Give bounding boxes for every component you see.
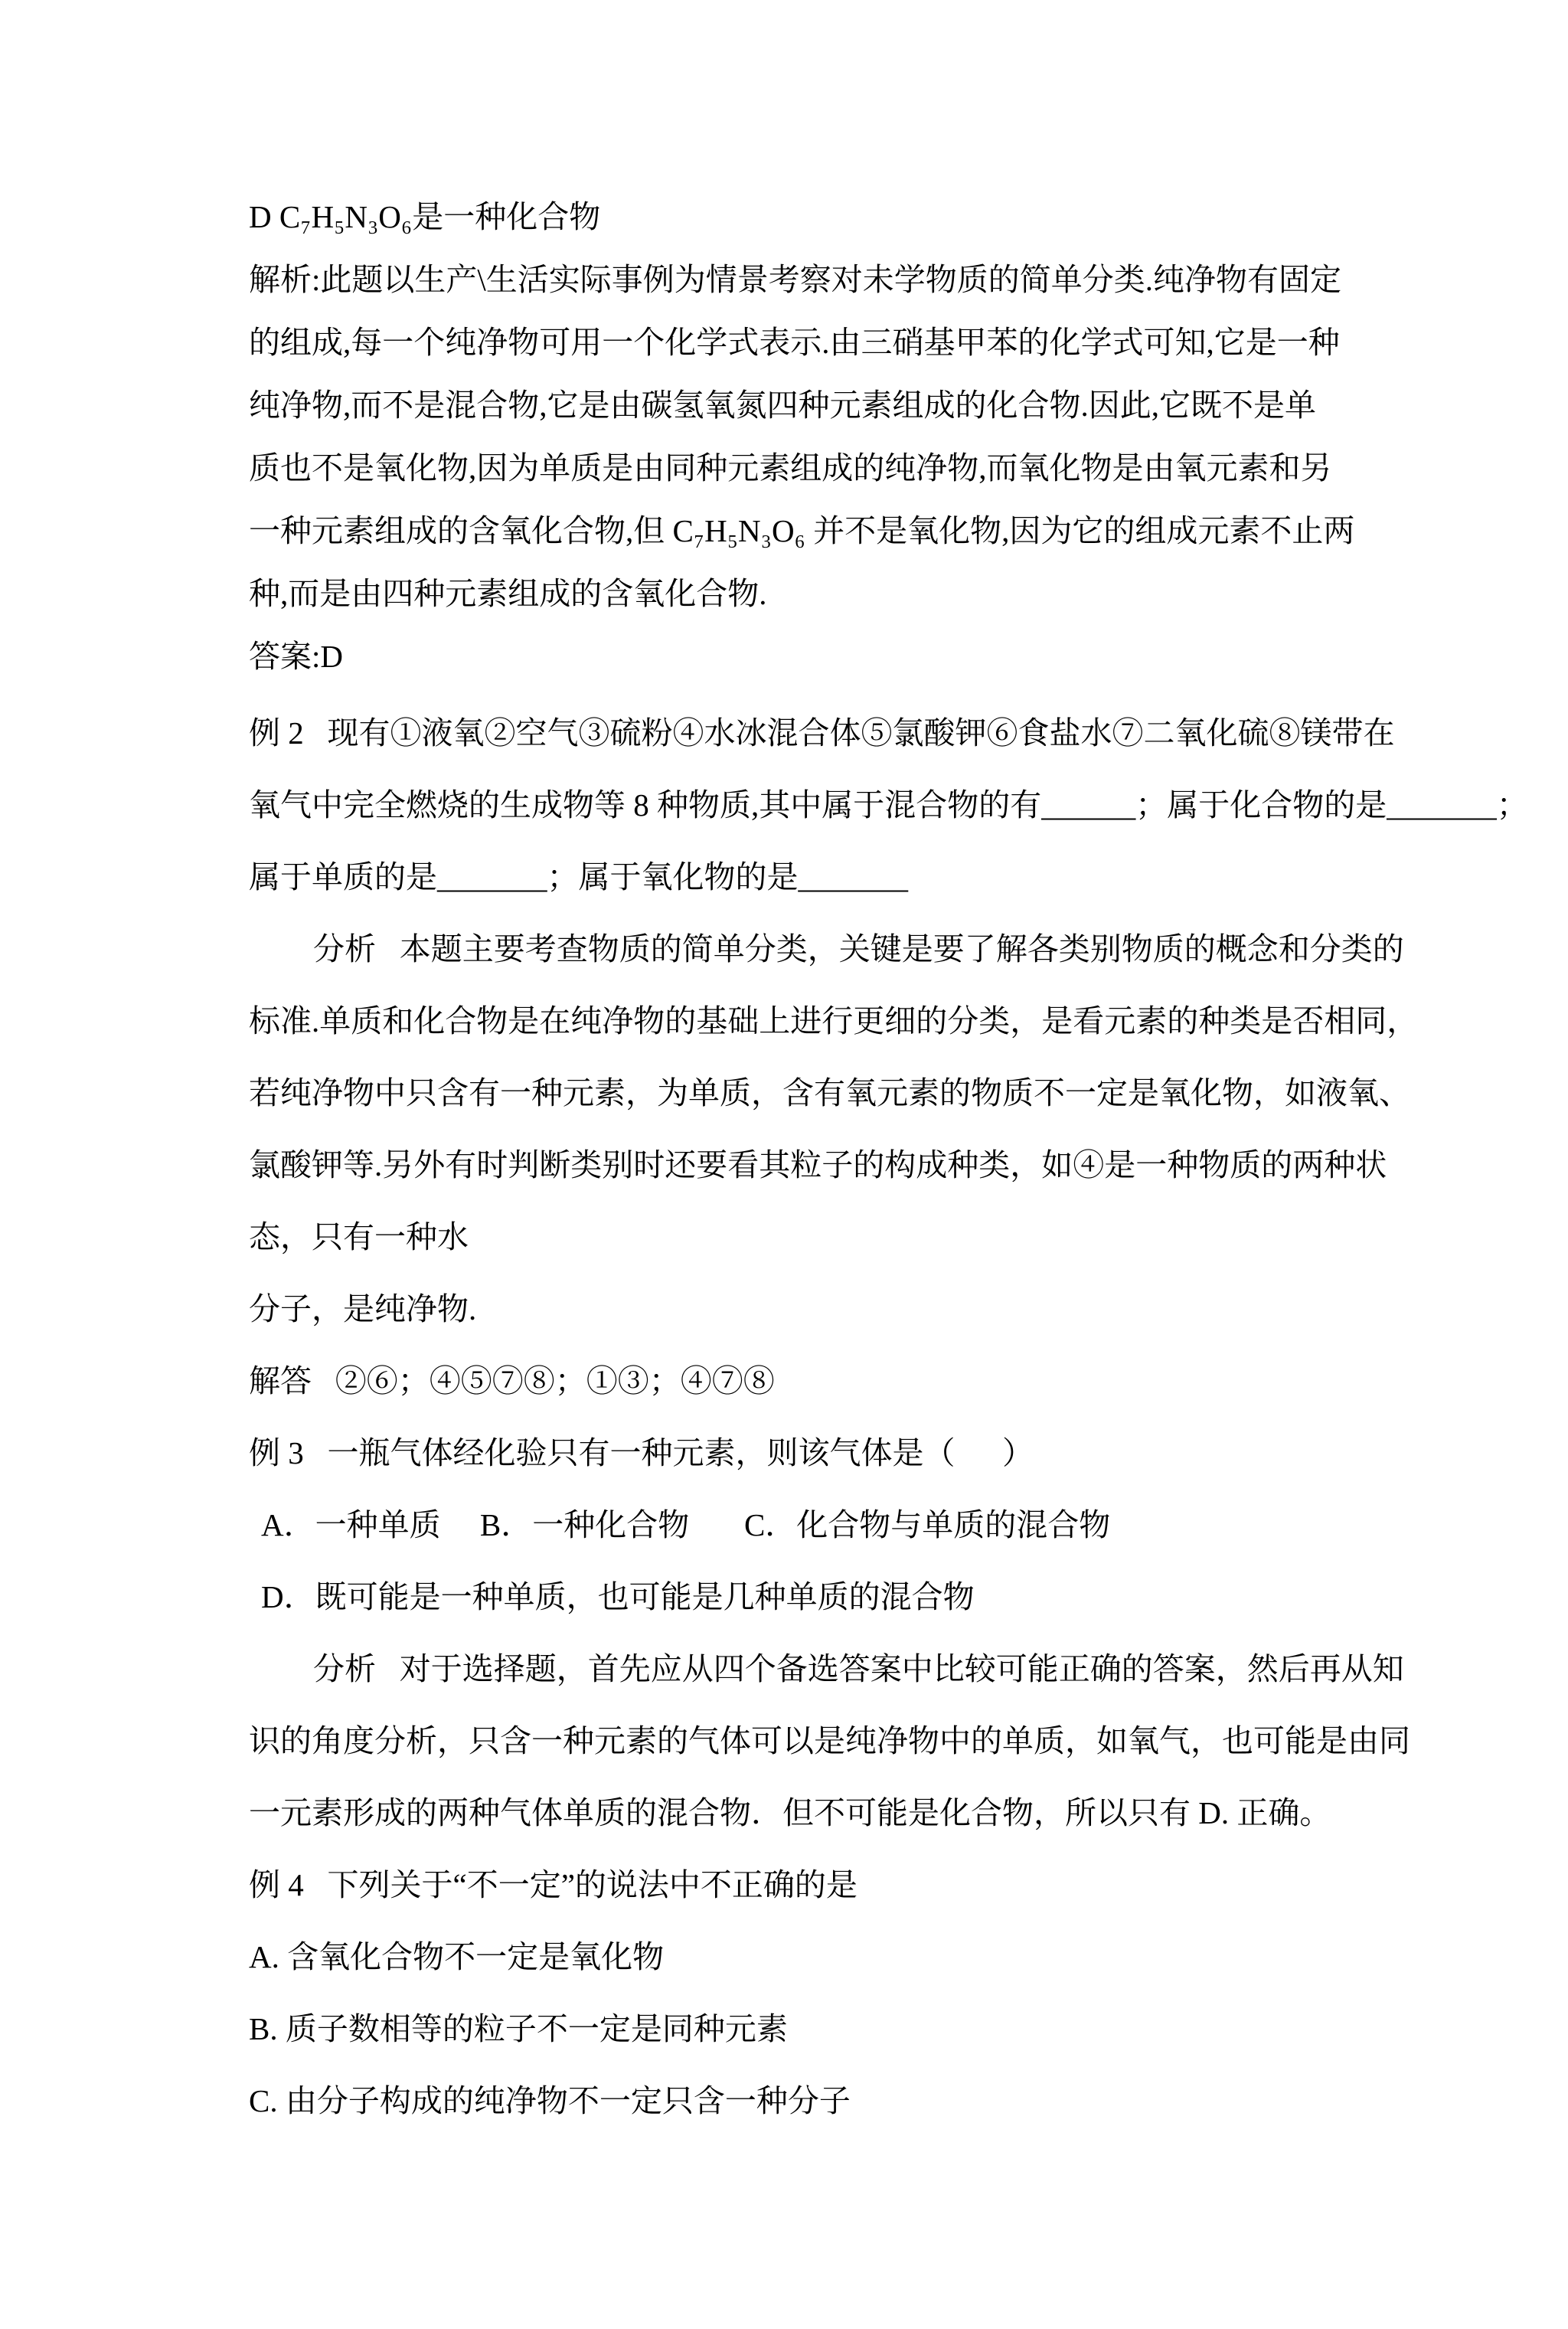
- example2-question-line-with-blanks: 氧气中完全燃烧的生成物等 8 种物质,其中属于混合物的有______；属于化合物的是_______；: [249, 787, 1528, 823]
- example1-analysis-line: 种,而是由四种元素组成的含氧化合物.: [249, 576, 767, 611]
- example2-analysis-line: 态，只有一种水: [249, 1219, 469, 1254]
- example2-question-line: 例 2 现有①液氧②空气③硫粉④水冰混合体⑤氯酸钾⑥食盐水⑦二氧化硫⑧镁带在: [249, 715, 1395, 751]
- example3-question-line: 例 3 一瓶气体经化验只有一种元素，则该气体是（ ）: [249, 1435, 1034, 1470]
- example1-analysis-line: 一种元素组成的含氧化合物,但 C₇H₅N₃O₆ 并不是氧化物,因为它的组成元素不止两: [249, 513, 1355, 548]
- example1-analysis-line: 的组成,每一个纯净物可用一个化学式表示.由三硝基甲苯的化学式可知,它是一种: [249, 325, 1340, 360]
- example3-analysis-line: 一元素形成的两种气体单质的混合物．但不可能是化合物，所以只有 D. 正确。: [249, 1795, 1331, 1830]
- example1-answer-line: 答案:D: [249, 639, 343, 674]
- example3-option-d-line: D．既可能是一种单质，也可能是几种单质的混合物: [261, 1579, 975, 1614]
- example4-option-c-line: C. 由分子构成的纯净物不一定只含一种分子: [249, 2083, 851, 2118]
- example2-solution-line: 解答 ②⑥；④⑤⑦⑧；①③；④⑦⑧: [249, 1363, 775, 1398]
- example3-options-abc-line: A．一种单质 B．一种化合物 C．化合物与单质的混合物: [261, 1507, 1111, 1542]
- example2-analysis-line: 标准.单质和化合物是在纯净物的基础上进行更细的分类，是看元素的种类是否相同，: [249, 1003, 1419, 1039]
- example1-option-d-statement: D C₇H₅N₃O₆是一种化合物: [249, 199, 601, 234]
- example4-question-line: 例 4 下列关于“不一定”的说法中不正确的是: [249, 1867, 858, 1902]
- example3-analysis-line: 分析 对于选择题，首先应从四个备选答案中比较可能正确的答案，然后再从知: [313, 1651, 1404, 1686]
- example4-option-a-line: A. 含氧化合物不一定是氧化物: [249, 1939, 665, 1974]
- example1-analysis-line: 解析:此题以生产\生活实际事例为情景考察对未学物质的简单分类.纯净物有固定: [249, 262, 1342, 297]
- example1-section: [249, 185, 1522, 688]
- examples-2-3-4-section: [249, 697, 1528, 2137]
- example1-analysis-line: 纯净物,而不是混合物,它是由碳氢氧氮四种元素组成的化合物.因此,它既不是单: [249, 388, 1316, 423]
- example4-option-b-line: B. 质子数相等的粒子不一定是同种元素: [249, 2011, 788, 2046]
- example2-question-line-with-blanks: 属于单质的是_______；属于氧化物的是_______: [249, 859, 908, 895]
- example2-analysis-line: 氯酸钾等.另外有时判断类别时还要看其粒子的构成种类，如④是一种物质的两种状: [249, 1147, 1387, 1182]
- example2-analysis-line: 分子，是纯净物.: [249, 1291, 477, 1326]
- example3-analysis-line: 识的角度分析，只含一种元素的气体可以是纯净物中的单质，如氧气，也可能是由同: [249, 1723, 1410, 1758]
- example2-analysis-line: 分析 本题主要考查物质的简单分类，关键是要了解各类别物质的概念和分类的: [313, 931, 1404, 967]
- example1-analysis-line: 质也不是氧化物,因为单质是由同种元素组成的纯净物,而氧化物是由氧元素和另: [249, 450, 1332, 486]
- example2-analysis-line: 若纯净物中只含有一种元素，为单质，含有氧元素的物质不一定是氧化物，如液氧、: [249, 1075, 1410, 1111]
